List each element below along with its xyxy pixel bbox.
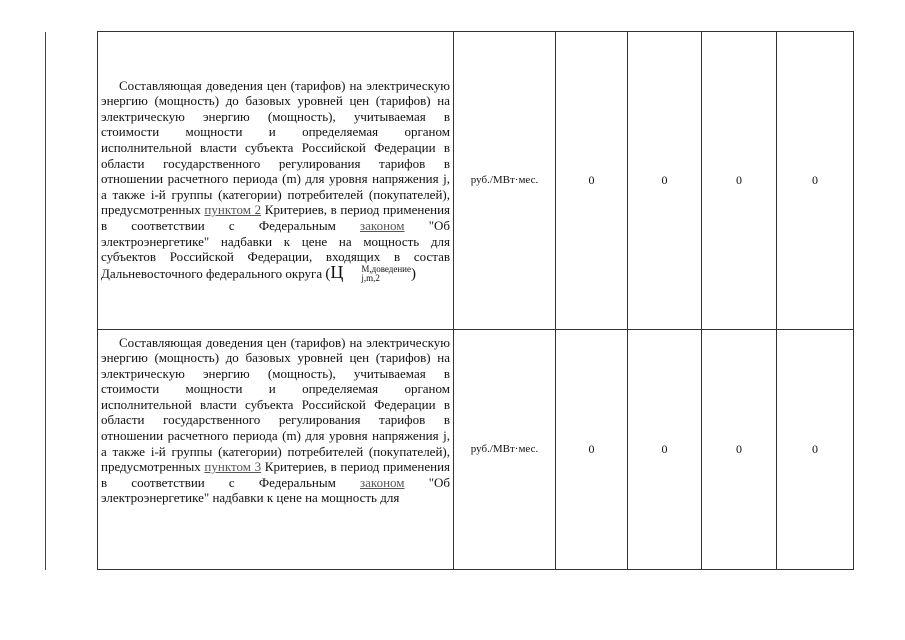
- value-cell: 0: [556, 32, 628, 330]
- federal-law-link[interactable]: законом: [360, 474, 405, 490]
- table-row: [98, 330, 854, 570]
- description-cell: [98, 330, 454, 570]
- description-text: Составляющая доведения цен (тарифов) на электрическую энергию (мощность) до базовых уровней цен (тарифов) на электрическую энергию (мощность), учитываемая в стоимости мощности и определяемая органом исполнительной власти субъекта Российской Федерации в области государственного регулирования тарифов в отношении расчетного периода (m) для уровня напряжения j, а также i-й группы (категории) потребителей (покупателей), предусмотренных пунктом 2 Критериев, в период применения в соответствии с Федеральным законом "Об электроэнергетике" надбавки к цене на мощность для субъектов Российской Федерации, входящих в состав Дальневосточного федерального округа (Ц М,доведение j,m,2 ): [101, 77, 451, 284]
- table-row: [98, 32, 854, 330]
- tariff-table: [97, 31, 854, 570]
- federal-law-link[interactable]: законом: [360, 218, 405, 233]
- criteria-point-link[interactable]: пунктом 3: [204, 459, 262, 475]
- value-cell: 0: [628, 32, 702, 330]
- value-cell: 0: [702, 330, 777, 570]
- description-text: Составляющая доведения цен (тарифов) на электрическую энергию (мощность) до базовых уровней цен (тарифов) на электрическую энергию (мощность), учитываемая в стоимости мощности и определяемая органом исполнительной власти субъекта Российской Федерации в области государственного регулирования тарифов в отношении расчетного периода (m) для уровня напряжения j, а также i-й группы (категории) потребителей (покупателей), предусмотренных пунктом 3 Критериев, в период применения в соответствии с Федеральным законом "Об электроэнергетике" надбавки к цене на мощность для: [101, 334, 450, 506]
- page-margin-line: [45, 32, 46, 570]
- description-cell: [98, 32, 454, 330]
- value-cell: 0: [628, 330, 702, 570]
- value-cell: 0: [777, 32, 854, 330]
- value-cell: 0: [702, 32, 777, 330]
- value-cell: 0: [556, 330, 628, 570]
- value-cell: 0: [777, 330, 854, 570]
- unit-cell: руб./МВт·мес.: [454, 330, 556, 570]
- criteria-point-link[interactable]: пунктом 2: [204, 202, 262, 218]
- unit-cell: руб./МВт·мес.: [454, 32, 556, 330]
- formula: (Ц М,доведение j,m,2 ): [325, 261, 416, 284]
